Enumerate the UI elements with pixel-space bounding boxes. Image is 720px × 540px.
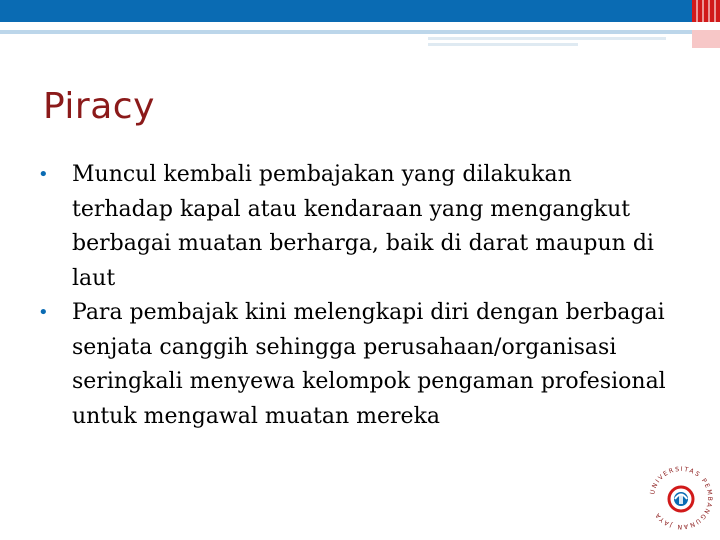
slide-title: Piracy xyxy=(43,86,155,127)
header-accent-block xyxy=(692,30,720,48)
header-red-stripe xyxy=(702,0,704,22)
header-accent-line xyxy=(428,43,578,46)
header-red-bar xyxy=(692,0,720,22)
bullet-item xyxy=(38,296,678,434)
header-light-bar xyxy=(0,30,720,34)
header-accent-line xyxy=(428,37,666,40)
bullet-text: Para pembajak kini melengkapi diri dengan berbagai senjata canggih sehingga perusahaan/organisasi seringkali menyewa kelompok pengaman profesional untuk mengawal muatan mereka xyxy=(72,300,666,429)
header-blue-bar xyxy=(0,0,720,22)
logo-ring-text: UNIVERSITAS PEMBANGUNAN JAYA xyxy=(649,465,714,531)
bullet-marker: • xyxy=(38,164,49,185)
slide-body xyxy=(38,158,678,434)
bullet-item xyxy=(38,158,678,296)
university-logo xyxy=(645,462,717,534)
header-decoration xyxy=(0,0,720,48)
header-red-stripe xyxy=(714,0,716,22)
header-gap xyxy=(0,22,720,30)
header-red-stripe xyxy=(696,0,698,22)
header-red-stripe xyxy=(708,0,710,22)
university-seal-icon xyxy=(645,462,717,534)
bullet-text: Muncul kembali pembajakan yang dilakukan terhadap kapal atau kendaraan yang mengangkut berbagai muatan berharga, baik di darat maupun di laut xyxy=(72,162,654,291)
bullet-list xyxy=(38,158,678,434)
bullet-marker: • xyxy=(38,302,49,323)
